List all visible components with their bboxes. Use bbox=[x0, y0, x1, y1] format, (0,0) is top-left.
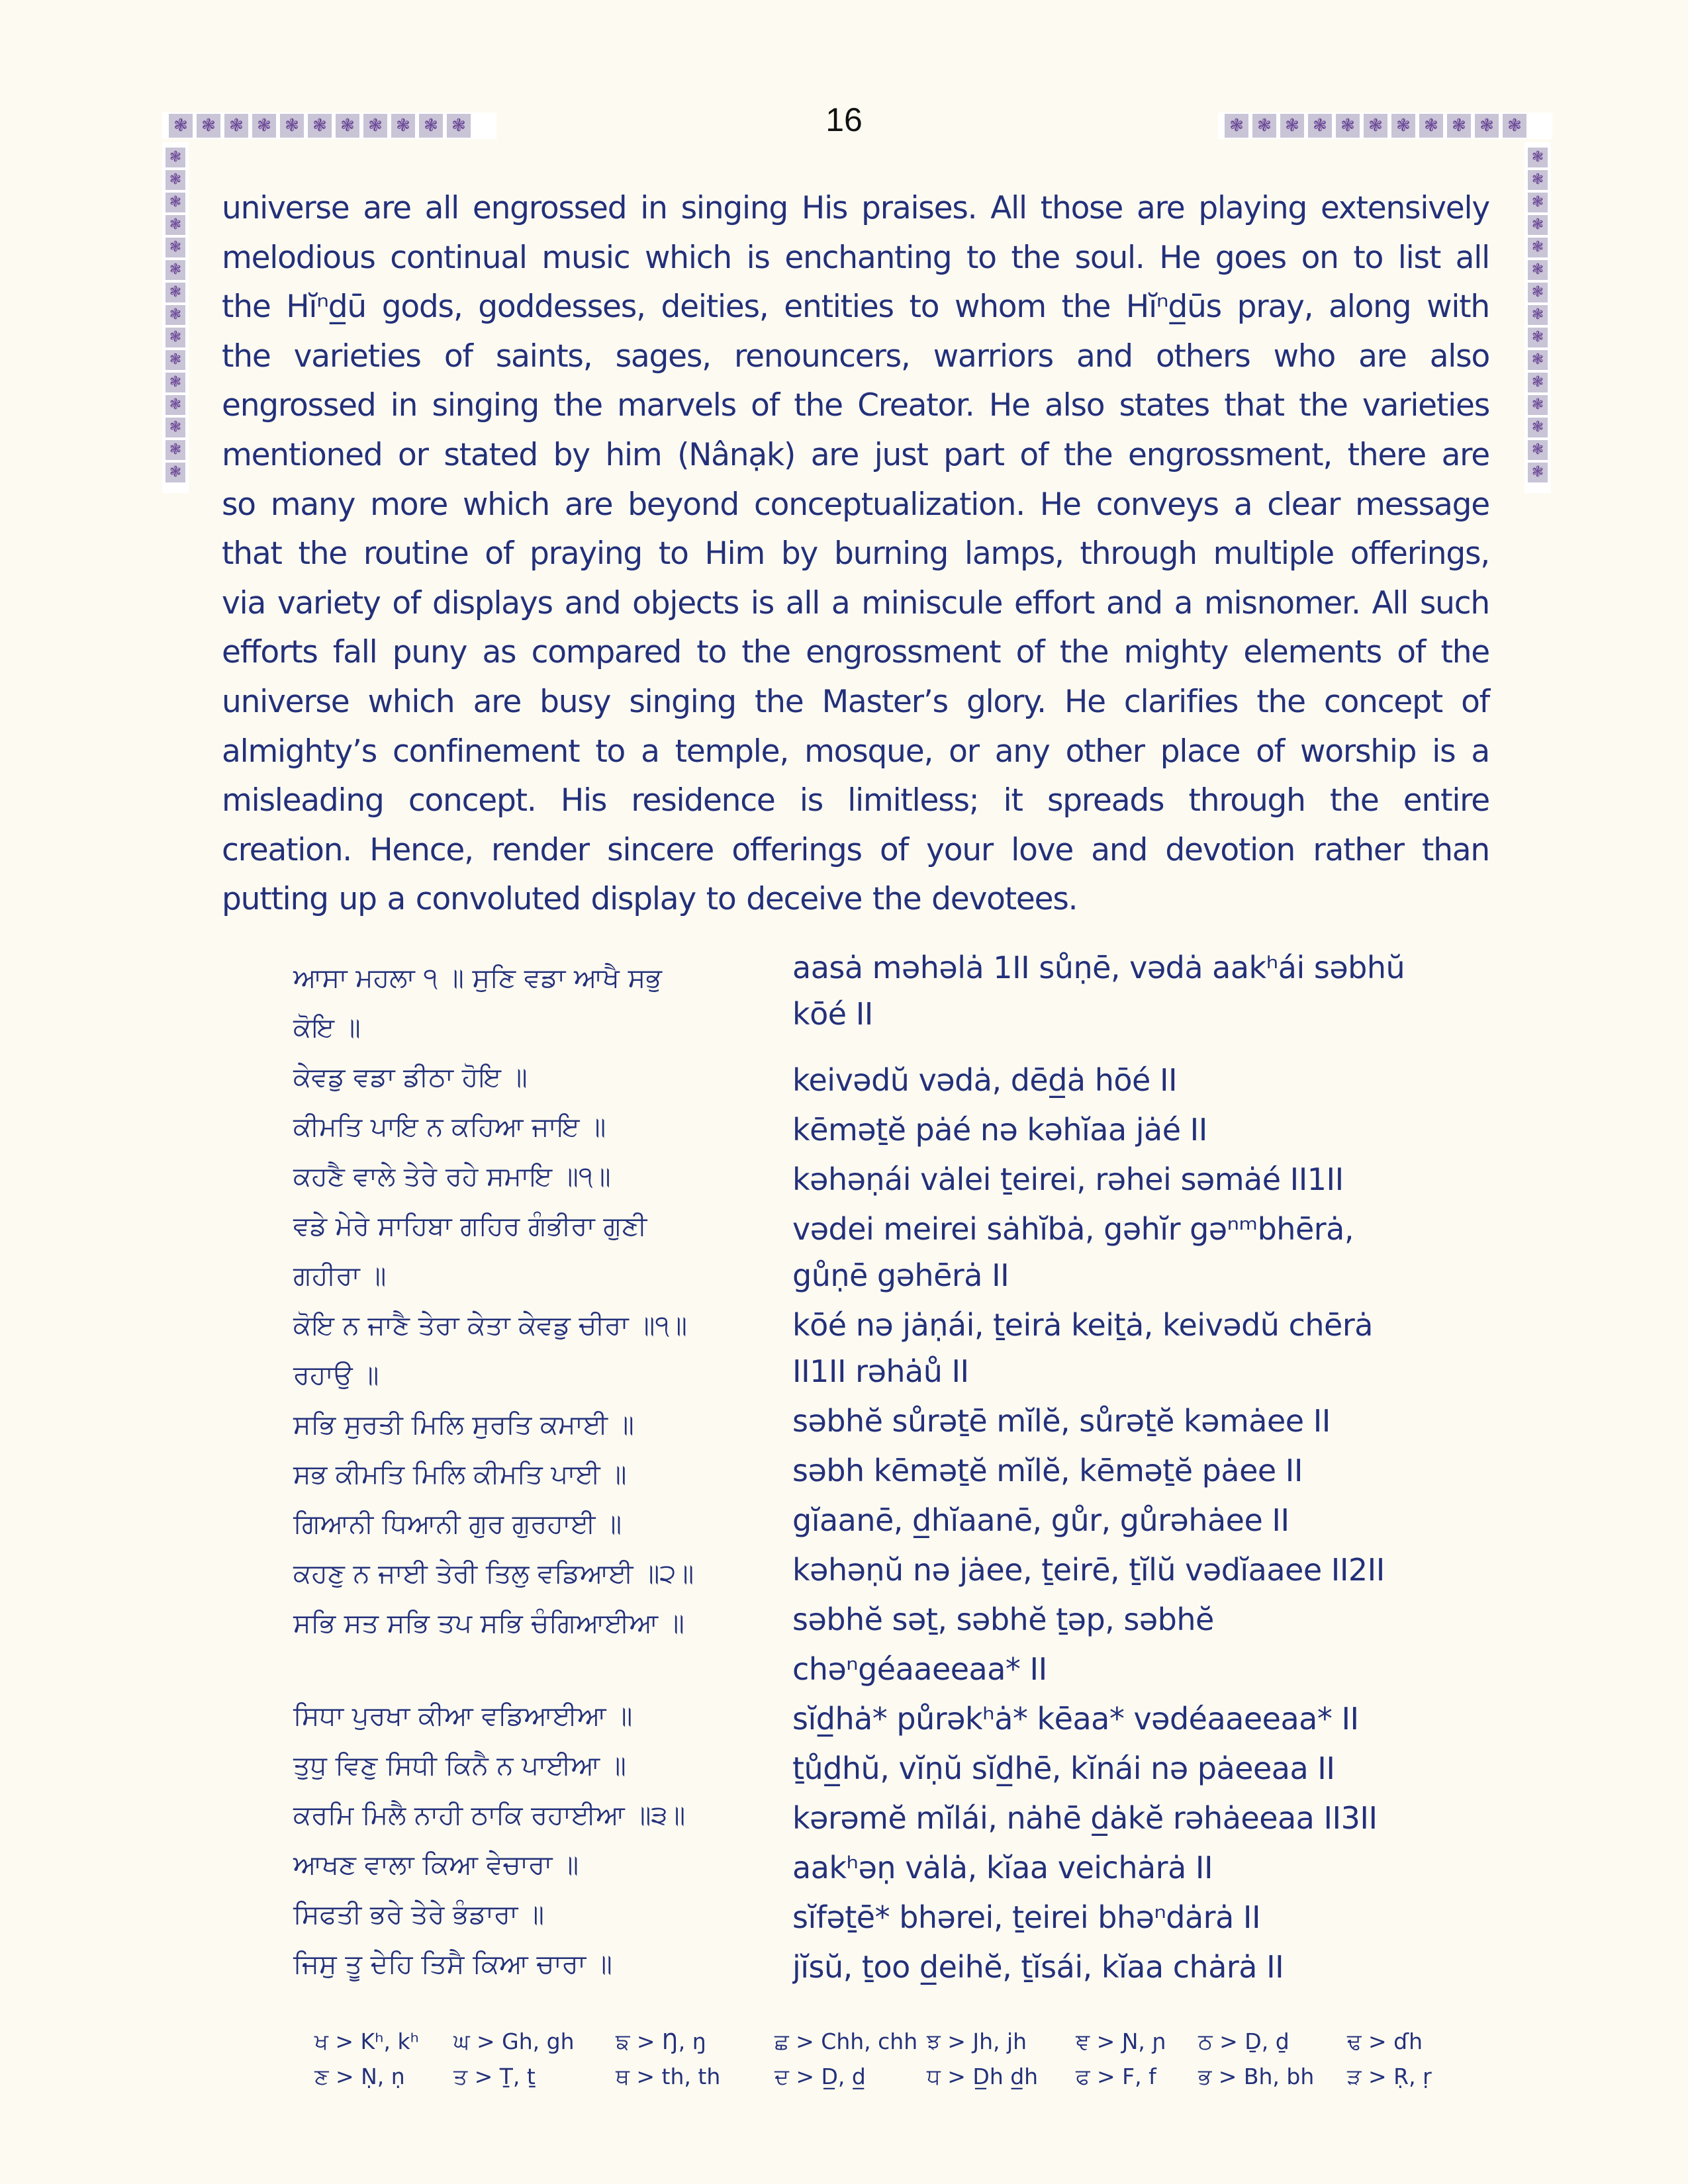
flower-ornament-icon: ❃ bbox=[165, 395, 185, 415]
transliteration-line: gůṇē gəhērȧ II bbox=[792, 1257, 1009, 1293]
flower-ornament-icon: ❃ bbox=[165, 148, 185, 167]
transliteration-line: səbhĕ səṯ, səbhĕ ṯəp, səbhĕ bbox=[792, 1602, 1214, 1637]
paragraph-line: creation. Hence, render sincere offerings of your love and devotion rather than bbox=[222, 831, 1489, 868]
flower-ornament-icon: ❃ bbox=[336, 114, 359, 138]
paragraph-line: putting up a convoluted display to deceive the devotees. bbox=[222, 881, 1078, 918]
gurmukhi-line: ਵਡੇ ਮੇਰੇ ਸਾਹਿਬਾ ਗਹਿਰ ਗੰਭੀਰਾ ਗੁਣੀ bbox=[293, 1211, 647, 1242]
gurmukhi-line: ਕੇਵਡੁ ਵਡਾ ਡੀਠਾ ਹੋਇ ॥ bbox=[293, 1062, 528, 1093]
paragraph-line: via variety of displays and objects is all a miniscule effort and a misnomer. All such bbox=[222, 584, 1489, 621]
ornament-column-left bbox=[162, 142, 189, 493]
flower-ornament-icon: ❃ bbox=[1336, 114, 1360, 138]
transliteration-line: səbhĕ sůrəṯē mĭlĕ, sůrəṯĕ kəmȧee II bbox=[792, 1403, 1331, 1439]
flower-ornament-icon: ❃ bbox=[165, 373, 185, 392]
gurmukhi-line: ਗਹੀਰਾ ॥ bbox=[293, 1261, 387, 1291]
flower-ornament-icon: ❃ bbox=[308, 114, 332, 138]
key-entry: ਦ > D̲, d̲ bbox=[774, 2064, 866, 2089]
flower-ornament-icon: ❃ bbox=[1447, 114, 1471, 138]
paragraph-line: the varieties of saints, sages, renouncers, warriors and others who are also bbox=[222, 338, 1489, 375]
gurmukhi-line: ਕੋਇ ॥ bbox=[293, 1013, 361, 1043]
flower-ornament-icon: ❃ bbox=[1252, 114, 1276, 138]
transliteration-line: sĭfəṯē* bhərei, ṯeirei bhəⁿdȧrȧ II bbox=[792, 1899, 1261, 1935]
flower-ornament-icon: ❃ bbox=[165, 215, 185, 235]
flower-ornament-icon: ❃ bbox=[1528, 373, 1548, 392]
flower-ornament-icon: ❃ bbox=[1391, 114, 1415, 138]
transliteration-line: chəⁿgéaaeeaa* II bbox=[792, 1651, 1047, 1687]
flower-ornament-icon: ❃ bbox=[1419, 114, 1443, 138]
transliteration-line: kōé nə jȧṇái, ṯeirȧ keiṯȧ, keivədŭ chērȧ bbox=[792, 1307, 1373, 1343]
gurmukhi-line: ਆਸਾ ਮਹਲਾ ੧ ॥ ਸੁਣਿ ਵਡਾ ਆਖੈ ਸਭੁ bbox=[293, 963, 662, 993]
transliteration-line: kərəmĕ mĭlái, nȧhē d̲ȧkĕ rəhȧeeaa II3II bbox=[792, 1800, 1378, 1836]
key-entry: ਧ > D̲h d̲h bbox=[927, 2064, 1039, 2089]
flower-ornament-icon: ❃ bbox=[1528, 215, 1548, 235]
paragraph-line: that the routine of praying to Him by burning lamps, through multiple offerings, bbox=[222, 535, 1489, 572]
flower-ornament-icon: ❃ bbox=[165, 170, 185, 190]
flower-ornament-icon: ❃ bbox=[1528, 238, 1548, 257]
flower-ornament-icon: ❃ bbox=[1503, 114, 1526, 138]
paragraph-line: misleading concept. His residence is limitless; it spreads through the entire bbox=[222, 782, 1489, 819]
flower-ornament-icon: ❃ bbox=[1280, 114, 1304, 138]
transliteration-line: kōé II bbox=[792, 996, 873, 1032]
flower-ornament-icon: ❃ bbox=[1528, 148, 1548, 167]
key-entry: ਖ > Kʰ, kʰ bbox=[314, 2028, 419, 2054]
key-entry: ਢ > ɗh bbox=[1347, 2028, 1423, 2054]
transliteration-line: sĭd̲hȧ* půrəkʰȧ* kēaa* vədéaaeeaa* II bbox=[792, 1701, 1359, 1737]
ornament-bar-right bbox=[1218, 113, 1552, 139]
transliteration-line: vədei meirei sȧhĭbȧ, gəhĭr gəⁿᵐbhērȧ, bbox=[792, 1211, 1354, 1247]
flower-ornament-icon: ❃ bbox=[1528, 395, 1548, 415]
gurmukhi-line: ਕੋਇ ਨ ਜਾਣੈ ਤੇਰਾ ਕੇਤਾ ਕੇਵਡੁ ਚੀਰਾ ॥੧॥ bbox=[293, 1310, 688, 1341]
flower-ornament-icon: ❃ bbox=[165, 418, 185, 437]
paragraph-line: mentioned or stated by him (Nânạk) are just part of the engrossment, there are bbox=[222, 436, 1489, 473]
flower-ornament-icon: ❃ bbox=[165, 260, 185, 280]
flower-ornament-icon: ❃ bbox=[252, 114, 276, 138]
gurmukhi-line: ਕਹਣੁ ਨ ਜਾਈ ਤੇਰੀ ਤਿਲੁ ਵਡਿਆਈ ॥੨॥ bbox=[293, 1559, 694, 1589]
gurmukhi-line: ਸਭਿ ਸੁਰਤੀ ਮਿਲਿ ਸੁਰਤਿ ਕਮਾਈ ॥ bbox=[293, 1410, 634, 1440]
flower-ornament-icon: ❃ bbox=[165, 350, 185, 370]
paragraph-line: universe which are busy singing the Master’s glory. He clarifies the concept of bbox=[222, 683, 1489, 720]
paragraph-line: efforts fall puny as compared to the engrossment of the mighty elements of the bbox=[222, 634, 1489, 671]
flower-ornament-icon: ❃ bbox=[1308, 114, 1332, 138]
flower-ornament-icon: ❃ bbox=[1364, 114, 1387, 138]
transliteration-line: kəhəṇŭ nə jȧee, ṯeirē, ṯĭlŭ vədĭaaee II2II bbox=[792, 1552, 1385, 1588]
key-entry: ਤ > Ṯ, ṯ bbox=[453, 2064, 536, 2089]
paragraph-line: the Hĭⁿd̲ū gods, goddesses, deities, entities to whom the Hĭⁿd̲ūs pray, along with bbox=[222, 289, 1489, 326]
flower-ornament-icon: ❃ bbox=[165, 463, 185, 482]
paragraph-line: so many more which are beyond conceptualization. He conveys a clear message bbox=[222, 486, 1489, 523]
key-entry: ਝ > Jh, jh bbox=[927, 2028, 1027, 2054]
key-entry: ਣ > Ṇ, ṇ bbox=[314, 2064, 405, 2089]
flower-ornament-icon: ❃ bbox=[1528, 193, 1548, 212]
flower-ornament-icon: ❃ bbox=[224, 114, 248, 138]
gurmukhi-line: ਕਰਮਿ ਮਿਲੈ ਨਾਹੀ ਠਾਕਿ ਰਹਾਈਆ ॥੩॥ bbox=[293, 1800, 686, 1831]
flower-ornament-icon: ❃ bbox=[1528, 260, 1548, 280]
flower-ornament-icon: ❃ bbox=[447, 114, 471, 138]
flower-ornament-icon: ❃ bbox=[165, 328, 185, 347]
flower-ornament-icon: ❃ bbox=[197, 114, 220, 138]
key-entry: ਞ > Ɲ, ɲ bbox=[1076, 2028, 1166, 2054]
key-entry: ਠ > Ḏ, ḏ bbox=[1198, 2028, 1289, 2054]
flower-ornament-icon: ❃ bbox=[363, 114, 387, 138]
gurmukhi-line: ਆਖਣ ਵਾਲਾ ਕਿਆ ਵੇਚਾਰਾ ॥ bbox=[293, 1850, 579, 1880]
flower-ornament-icon: ❃ bbox=[1528, 463, 1548, 482]
flower-ornament-icon: ❃ bbox=[165, 283, 185, 302]
page-number: 16 bbox=[825, 101, 863, 138]
gurmukhi-line: ਸਿਧਾ ਪੁਰਖਾ ਕੀਆ ਵਡਿਆਈਆ ॥ bbox=[293, 1701, 633, 1731]
gurmukhi-line: ਕੀਮਤਿ ਪਾਇ ਨ ਕਹਿਆ ਜਾਇ ॥ bbox=[293, 1112, 606, 1142]
paragraph-line: universe are all engrossed in singing His praises. All those are playing extensively bbox=[222, 190, 1489, 226]
gurmukhi-line: ਸਿਫਤੀ ਭਰੇ ਤੇਰੇ ਭੰਡਾਰਾ ॥ bbox=[293, 1899, 545, 1930]
gurmukhi-line: ਸਭਿ ਸਤ ਸਭਿ ਤਪ ਸਭਿ ਚੰਗਿਆਈਆ ॥ bbox=[293, 1608, 684, 1639]
key-entry: ਭ > Bh, bh bbox=[1198, 2064, 1315, 2089]
ornament-column-right bbox=[1524, 142, 1551, 493]
transliteration-line: keivədŭ vədȧ, dēd̲ȧ hōé II bbox=[792, 1062, 1178, 1098]
flower-ornament-icon: ❃ bbox=[1528, 440, 1548, 460]
flower-ornament-icon: ❃ bbox=[1528, 170, 1548, 190]
gurmukhi-line: ਕਹਣੈ ਵਾਲੇ ਤੇਰੇ ਰਹੇ ਸਮਾਇ ॥੧॥ bbox=[293, 1161, 611, 1192]
transliteration-line: kəhəṇái vȧlei ṯeirei, rəhei səmȧé II1II bbox=[792, 1161, 1344, 1197]
flower-ornament-icon: ❃ bbox=[280, 114, 304, 138]
transliteration-line: kēməṯĕ pȧé nə kəhĭaa jȧé II bbox=[792, 1112, 1207, 1148]
transliteration-line: II1II rəhȧů II bbox=[792, 1353, 969, 1389]
gurmukhi-line: ਜਿਸੁ ਤੂ ਦੇਹਿ ਤਿਸੈ ਕਿਆ ਚਾਰਾ ॥ bbox=[293, 1949, 612, 1979]
flower-ornament-icon: ❃ bbox=[165, 440, 185, 460]
flower-ornament-icon: ❃ bbox=[165, 193, 185, 212]
transliteration-line: gĭaanē, d̲hĭaanē, gůr, gůrəhȧee II bbox=[792, 1502, 1289, 1538]
transliteration-line: səbh kēməṯĕ mĭlĕ, kēməṯĕ pȧee II bbox=[792, 1453, 1303, 1488]
key-entry: ਘ > Gh, gh bbox=[453, 2028, 575, 2054]
gurmukhi-line: ਸਭ ਕੀਮਤਿ ਮਿਲਿ ਕੀਮਤਿ ਪਾਈ ॥ bbox=[293, 1459, 627, 1490]
paragraph-line: almighty’s confinement to a temple, mosque, or any other place of worship is a bbox=[222, 733, 1489, 770]
body-paragraph bbox=[222, 184, 1489, 925]
flower-ornament-icon: ❃ bbox=[419, 114, 443, 138]
gurmukhi-line: ਤੁਧੁ ਵਿਣੁ ਸਿਧੀ ਕਿਨੈ ਨ ਪਾਈਆ ॥ bbox=[293, 1751, 626, 1781]
flower-ornament-icon: ❃ bbox=[1528, 350, 1548, 370]
flower-ornament-icon: ❃ bbox=[165, 305, 185, 325]
transliteration-line: aakʰəṇ vȧlȧ, kĭaa veichȧrȧ II bbox=[792, 1850, 1213, 1886]
flower-ornament-icon: ❃ bbox=[165, 238, 185, 257]
flower-ornament-icon: ❃ bbox=[391, 114, 415, 138]
flower-ornament-icon: ❃ bbox=[1528, 305, 1548, 325]
key-entry: ਛ > Chh, chh bbox=[774, 2028, 918, 2054]
paragraph-line: engrossed in singing the marvels of the Creator. He also states that the varieties bbox=[222, 387, 1489, 424]
flower-ornament-icon: ❃ bbox=[1225, 114, 1248, 138]
key-entry: ਥ > th, th bbox=[616, 2064, 721, 2089]
key-entry: ਙ > Ŋ, ŋ bbox=[616, 2028, 706, 2054]
flower-ornament-icon: ❃ bbox=[1528, 418, 1548, 437]
transliteration-line: aasȧ məhəlȧ 1II sůṇē, vədȧ aakʰái səbhŭ bbox=[792, 950, 1405, 985]
key-entry: ਫ > F, f bbox=[1076, 2064, 1156, 2089]
flower-ornament-icon: ❃ bbox=[169, 114, 193, 138]
flower-ornament-icon: ❃ bbox=[1528, 283, 1548, 302]
flower-ornament-icon: ❃ bbox=[1475, 114, 1499, 138]
transliteration-line: ṯůd̲hŭ, vĭṇŭ sĭd̲hē, kĭnái nə pȧeeaa II bbox=[792, 1751, 1335, 1786]
gurmukhi-line: ਰਹਾਉ ॥ bbox=[293, 1360, 379, 1390]
ornament-bar-left bbox=[162, 113, 496, 139]
key-entry: ੜ > Ṛ, ṛ bbox=[1347, 2064, 1432, 2089]
gurmukhi-line: ਗਿਆਨੀ ਧਿਆਨੀ ਗੁਰ ਗੁਰਹਾਈ ॥ bbox=[293, 1509, 622, 1539]
paragraph-line: melodious continual music which is enchanting to the soul. He goes on to list all bbox=[222, 239, 1489, 276]
flower-ornament-icon: ❃ bbox=[1528, 328, 1548, 347]
transliteration-line: jĭsŭ, ṯoo d̲eihĕ, ṯĭsái, kĭaa chȧrȧ II bbox=[792, 1949, 1284, 1985]
